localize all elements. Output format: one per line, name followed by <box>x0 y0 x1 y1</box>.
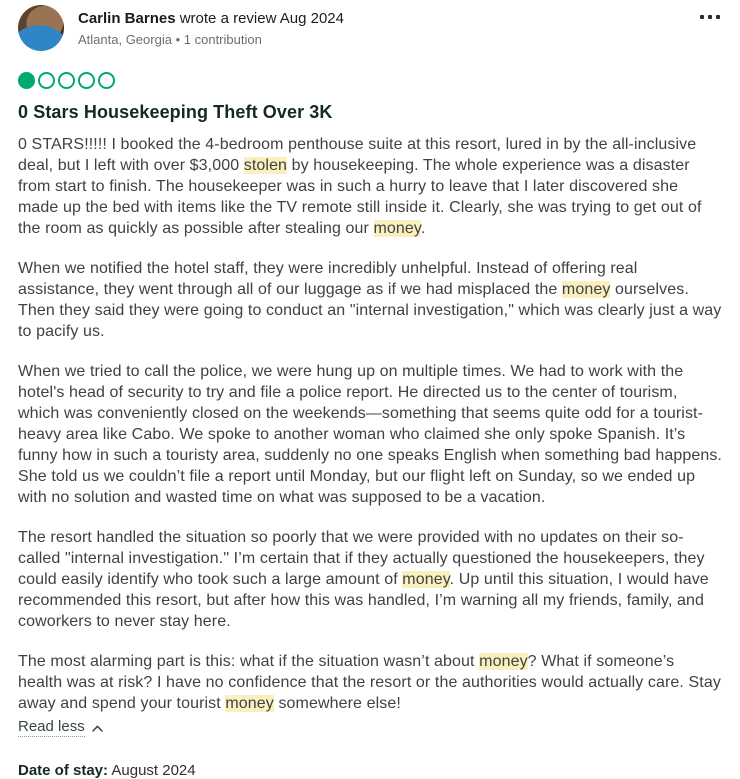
reviewer-avatar[interactable] <box>18 5 64 51</box>
highlighted-term: money <box>561 281 611 298</box>
ellipsis-icon[interactable] <box>698 5 722 29</box>
reviewer-subline <box>78 31 344 48</box>
review-paragraph <box>18 258 722 342</box>
review-paragraph <box>18 361 722 508</box>
paragraph-text: . <box>420 220 426 237</box>
highlighted-term: money <box>402 571 450 588</box>
highlighted-term: stolen <box>243 157 288 174</box>
highlighted-term: money <box>373 220 421 237</box>
rating-bubble-filled <box>18 72 35 89</box>
chevron-up-icon <box>92 725 103 732</box>
review-body <box>18 134 722 714</box>
subline-separator: • <box>175 31 181 47</box>
read-less-label: Read less <box>18 718 85 735</box>
review-paragraph <box>18 134 722 239</box>
paragraph-text: When we notified the hotel staff, they were incredibly unhelpful. Instead of offering real assistance, they went through all of our luggage as if we had misplaced the <box>18 260 638 298</box>
date-of-stay-value: August 2024 <box>111 762 196 779</box>
reviewer-contributions: 1 contribution <box>183 31 262 47</box>
review-action-text: wrote a review Aug 2024 <box>179 9 344 27</box>
highlighted-term: money <box>479 653 528 670</box>
review-paragraph <box>18 527 722 632</box>
paragraph-text: The resort handled the situation so poorly that we were provided with no updates on their so-called "internal investigation." I’m certain that if they actually questioned the housekeepers, they could easily identify who took such a large amount of <box>18 529 705 588</box>
highlighted-term: money <box>225 695 274 712</box>
paragraph-text: somewhere else! <box>273 695 401 712</box>
paragraph-text: The most alarming part is this: what if the situation wasn’t about <box>18 653 480 670</box>
paragraph-text: ourselves. Then they said they were going to conduct an "internal investigation," which was clearly just a way to pacify us. <box>18 281 722 340</box>
rating-bubble-empty <box>38 72 55 89</box>
date-of-stay-label: Date of stay: <box>18 762 109 779</box>
reviewer-name-link[interactable]: Carlin Barnes <box>78 9 176 27</box>
paragraph-text: ? What if someone’s health was at risk? I have no confidence that the resort or the authorities would actually care. Stay away and spend your tourist <box>18 653 721 712</box>
paragraph-text: When we tried to call the police, we were hung up on multiple times. We had to work with the hotel's head of security to try and file a police report. He directed us to the center of tourism, which was conveniently closed on the weekends—something that seems quite odd for a tourist-heavy area like Cabo. We spoke to another woman who claimed she only spoke Spanish. It’s funny how in such a touristy area, suddenly no one speaks English when something bad happens. She told us we couldn’t file a report until Monday, but our flight left on Sunday, so we ended up with no solution and wasted time on what was supposed to be a vacation. <box>18 363 722 506</box>
rating-bubble-empty <box>58 72 75 89</box>
review-paragraph <box>18 651 722 714</box>
date-of-stay <box>18 762 722 779</box>
rating-bubble-empty <box>78 72 95 89</box>
review-title: 0 Stars Housekeeping Theft Over 3K <box>18 102 333 122</box>
rating-bubbles <box>18 72 722 89</box>
read-less-button[interactable] <box>18 718 103 737</box>
paragraph-text: 0 STARS!!!!! I booked the 4-bedroom penthouse suite at this resort, lured in by the all-inclusive deal, but I left with over $3,000 <box>18 136 697 174</box>
paragraph-text: by housekeeping. The whole experience was a disaster from start to finish. The housekeeper was in such a hurry to leave that I later discovered she made up the bed with items like the TV remote still inside it. Clearly, she was trying to get out of the room as quickly as possible after stealing our <box>18 157 702 237</box>
paragraph-text: . Up until this situation, I would have recommended this resort, but after how this was handled, I’m warning all my friends, family, and coworkers to never stay here. <box>18 571 709 630</box>
reviewer-location: Atlanta, Georgia <box>78 31 172 47</box>
reviewer-text-block <box>78 9 344 48</box>
reviewer-info <box>18 5 344 51</box>
rating-bubble-empty <box>98 72 115 89</box>
review-byline <box>78 9 344 29</box>
review-header <box>18 5 722 51</box>
